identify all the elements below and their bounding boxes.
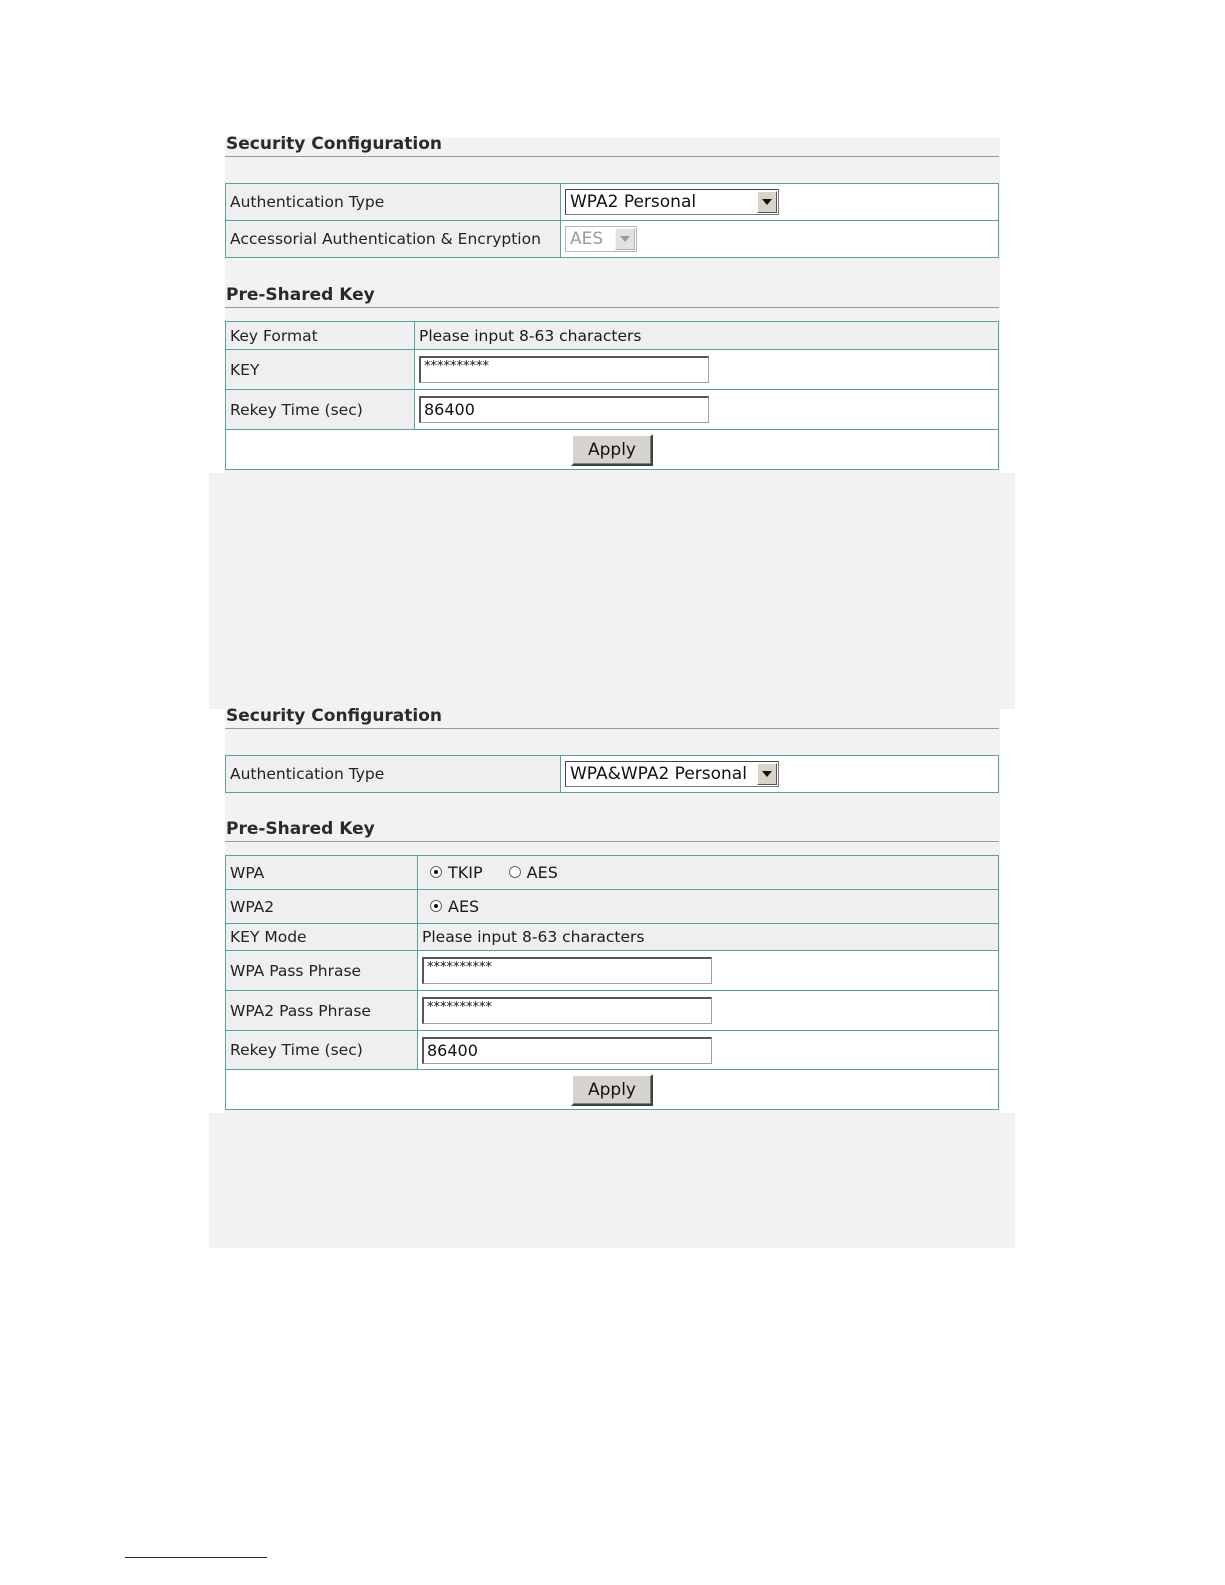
wpa-tkip-option[interactable]: [430, 863, 483, 882]
auth-type-label: Authentication Type: [226, 756, 561, 793]
radio-checked-icon[interactable]: [430, 900, 442, 912]
encryption-select-disabled: [565, 226, 637, 252]
security-configuration-title: Security Configuration: [225, 707, 999, 729]
wpa2-pass-phrase-cell: [418, 991, 999, 1031]
wpa-cipher-radio-group: [422, 863, 584, 882]
radio-checked-icon[interactable]: [430, 866, 442, 878]
auth-type-cell: [561, 184, 999, 221]
encryption-selected-value: AES: [570, 229, 604, 249]
wpa-label: WPA: [226, 856, 418, 890]
chevron-down-icon[interactable]: [757, 763, 777, 785]
key-input[interactable]: **********: [419, 356, 709, 383]
rekey-time-input[interactable]: 86400: [422, 1037, 712, 1064]
wpa2-pass-phrase-input[interactable]: **********: [422, 997, 712, 1024]
authentication-table: [225, 755, 999, 793]
pre-shared-key-table: [225, 321, 999, 470]
wpa-pass-phrase-label: WPA Pass Phrase: [226, 951, 418, 991]
key-cell: [415, 350, 999, 390]
wpa-cipher-cell: [418, 856, 999, 890]
security-configuration-title: Security Configuration: [225, 135, 999, 157]
rekey-time-label: Rekey Time (sec): [226, 1031, 418, 1070]
panel1-background-bottom: [209, 473, 1015, 709]
apply-button[interactable]: Apply: [571, 1074, 653, 1106]
auth-type-selected-value: WPA&WPA2 Personal: [570, 764, 747, 784]
footnote-divider: [125, 1557, 267, 1558]
wpa2-aes-option[interactable]: [430, 897, 479, 916]
wpa2-label: WPA2: [226, 890, 418, 924]
rekey-time-cell: [415, 390, 999, 430]
rekey-time-cell: [418, 1031, 999, 1070]
apply-button[interactable]: Apply: [571, 434, 653, 466]
key-mode-label: KEY Mode: [226, 924, 418, 951]
auth-type-select[interactable]: [565, 761, 779, 787]
auth-type-label: Authentication Type: [226, 184, 561, 221]
auth-type-cell: [561, 756, 999, 793]
wpa-aes-label: AES: [526, 862, 558, 882]
security-panel-wpa2: [225, 135, 999, 475]
wpa2-cipher-radio-group: [422, 897, 505, 916]
authentication-table: [225, 183, 999, 258]
pre-shared-key-title: Pre-Shared Key: [225, 286, 999, 308]
security-panel-wpa-wpa2: [225, 707, 999, 1112]
wpa-pass-phrase-input[interactable]: **********: [422, 957, 712, 984]
panel2-background-bottom: [209, 1113, 1015, 1248]
accessorial-auth-label: Accessorial Authentication & Encryption: [226, 221, 561, 258]
chevron-down-icon[interactable]: [757, 191, 777, 213]
wpa-pass-phrase-cell: [418, 951, 999, 991]
auth-type-select[interactable]: [565, 189, 779, 215]
wpa2-cipher-cell: [418, 890, 999, 924]
rekey-time-input[interactable]: 86400: [419, 396, 709, 423]
key-format-hint: Please input 8-63 characters: [415, 322, 999, 350]
auth-type-selected-value: WPA2 Personal: [570, 192, 697, 212]
accessorial-auth-cell: [561, 221, 999, 258]
wpa2-aes-label: AES: [448, 896, 480, 916]
pre-shared-key-title: Pre-Shared Key: [225, 820, 999, 842]
key-mode-hint: Please input 8-63 characters: [418, 924, 999, 951]
wpa-tkip-label: TKIP: [448, 862, 483, 882]
chevron-down-icon: [615, 228, 635, 250]
rekey-time-label: Rekey Time (sec): [226, 390, 415, 430]
wpa2-pass-phrase-label: WPA2 Pass Phrase: [226, 991, 418, 1031]
key-format-label: Key Format: [226, 322, 415, 350]
apply-row: [226, 430, 999, 470]
radio-unchecked-icon[interactable]: [509, 866, 521, 878]
key-label: KEY: [226, 350, 415, 390]
pre-shared-key-table: [225, 855, 999, 1110]
wpa-aes-option[interactable]: [509, 863, 558, 882]
apply-row: [226, 1070, 999, 1110]
